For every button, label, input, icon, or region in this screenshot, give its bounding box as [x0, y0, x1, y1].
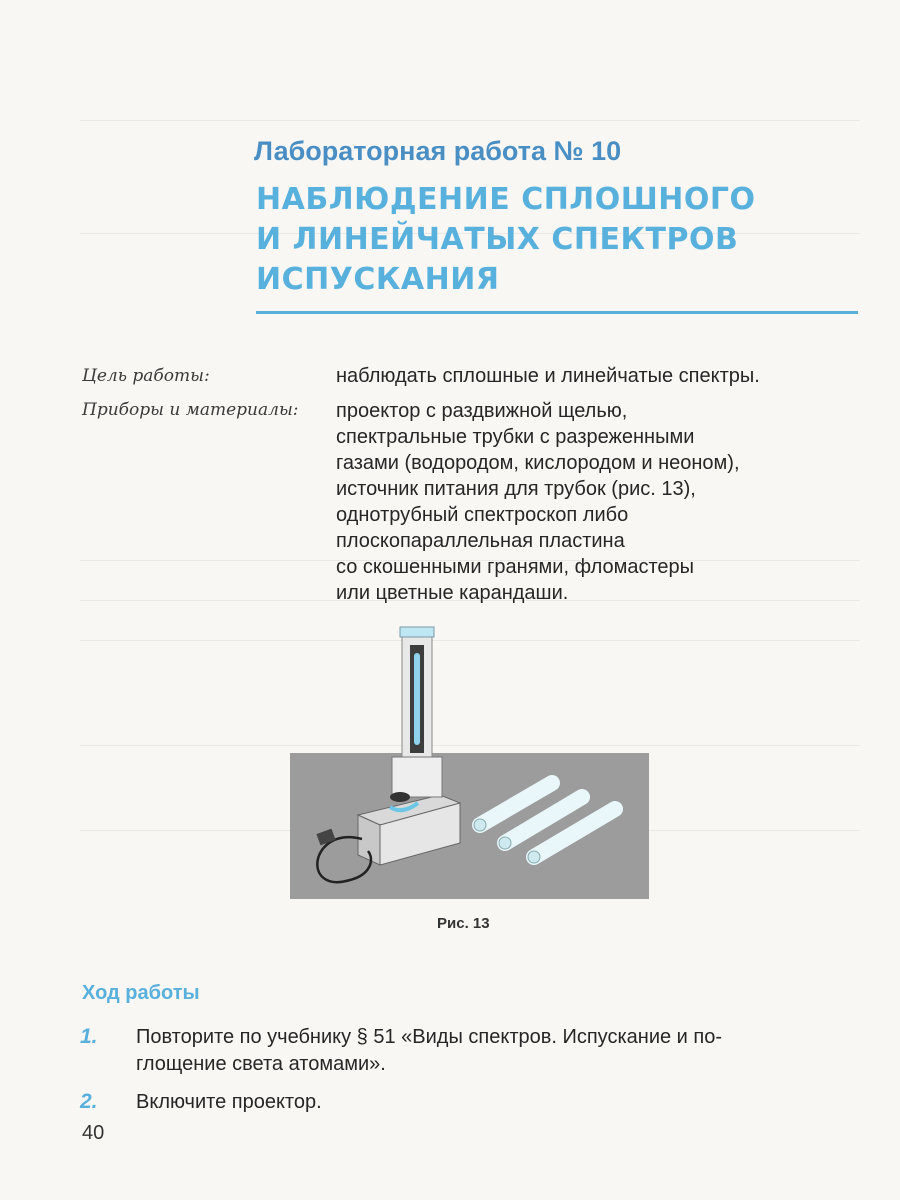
tube-end	[528, 851, 540, 863]
procedure-heading: Ход работы	[82, 982, 200, 1004]
materials-line: плоскопараллельная пластина	[336, 530, 625, 552]
tube-end	[474, 819, 486, 831]
page-number: 40	[82, 1122, 105, 1144]
spectral-tube	[414, 653, 420, 745]
materials-label: Приборы и материалы:	[82, 400, 299, 420]
materials-line: проектор с раздвижной щелью,	[336, 400, 628, 422]
materials-line: источник питания для трубок (рис. 13),	[336, 478, 696, 500]
step-text	[136, 1024, 860, 1078]
step-text	[136, 1089, 860, 1116]
goal-label: Цель работы:	[82, 366, 210, 386]
lab-title	[256, 180, 756, 300]
title-line: И ЛИНЕЙЧАТЫХ СПЕКТРОВ	[256, 222, 739, 257]
title-divider	[256, 311, 858, 314]
step-number: 1.	[80, 1025, 98, 1048]
step-number: 2.	[80, 1090, 98, 1113]
materials-line: однотрубный спектроскоп либо	[336, 504, 629, 526]
step-line: Включите проектор.	[136, 1091, 322, 1113]
goal-text: наблюдать сплошные и линейчатые спектры.	[336, 365, 760, 387]
materials-line: или цветные карандаши.	[336, 582, 569, 604]
materials-list	[336, 398, 740, 606]
lab-number-heading: Лабораторная работа № 10	[254, 136, 622, 166]
figure-caption: Рис. 13	[437, 915, 490, 932]
bleed-through-rule	[80, 120, 860, 121]
step-line: глощение света атомами».	[136, 1053, 386, 1075]
knob	[390, 792, 410, 802]
tube-holder-cap	[400, 627, 434, 637]
tube-holder-base	[392, 757, 442, 797]
figure-illustration	[290, 625, 650, 900]
step-line: Повторите по учебнику § 51 «Виды спектров. Испускание и по-	[136, 1026, 723, 1048]
title-line: ИСПУСКАНИЯ	[256, 262, 500, 297]
materials-line: со скошенными гранями, фломастеры	[336, 556, 695, 578]
tube-end	[499, 837, 511, 849]
materials-line: газами (водородом, кислородом и неоном),	[336, 452, 740, 474]
materials-line: спектральные трубки с разреженными	[336, 426, 695, 448]
title-line: НАБЛЮДЕНИЕ СПЛОШНОГО	[256, 182, 756, 217]
